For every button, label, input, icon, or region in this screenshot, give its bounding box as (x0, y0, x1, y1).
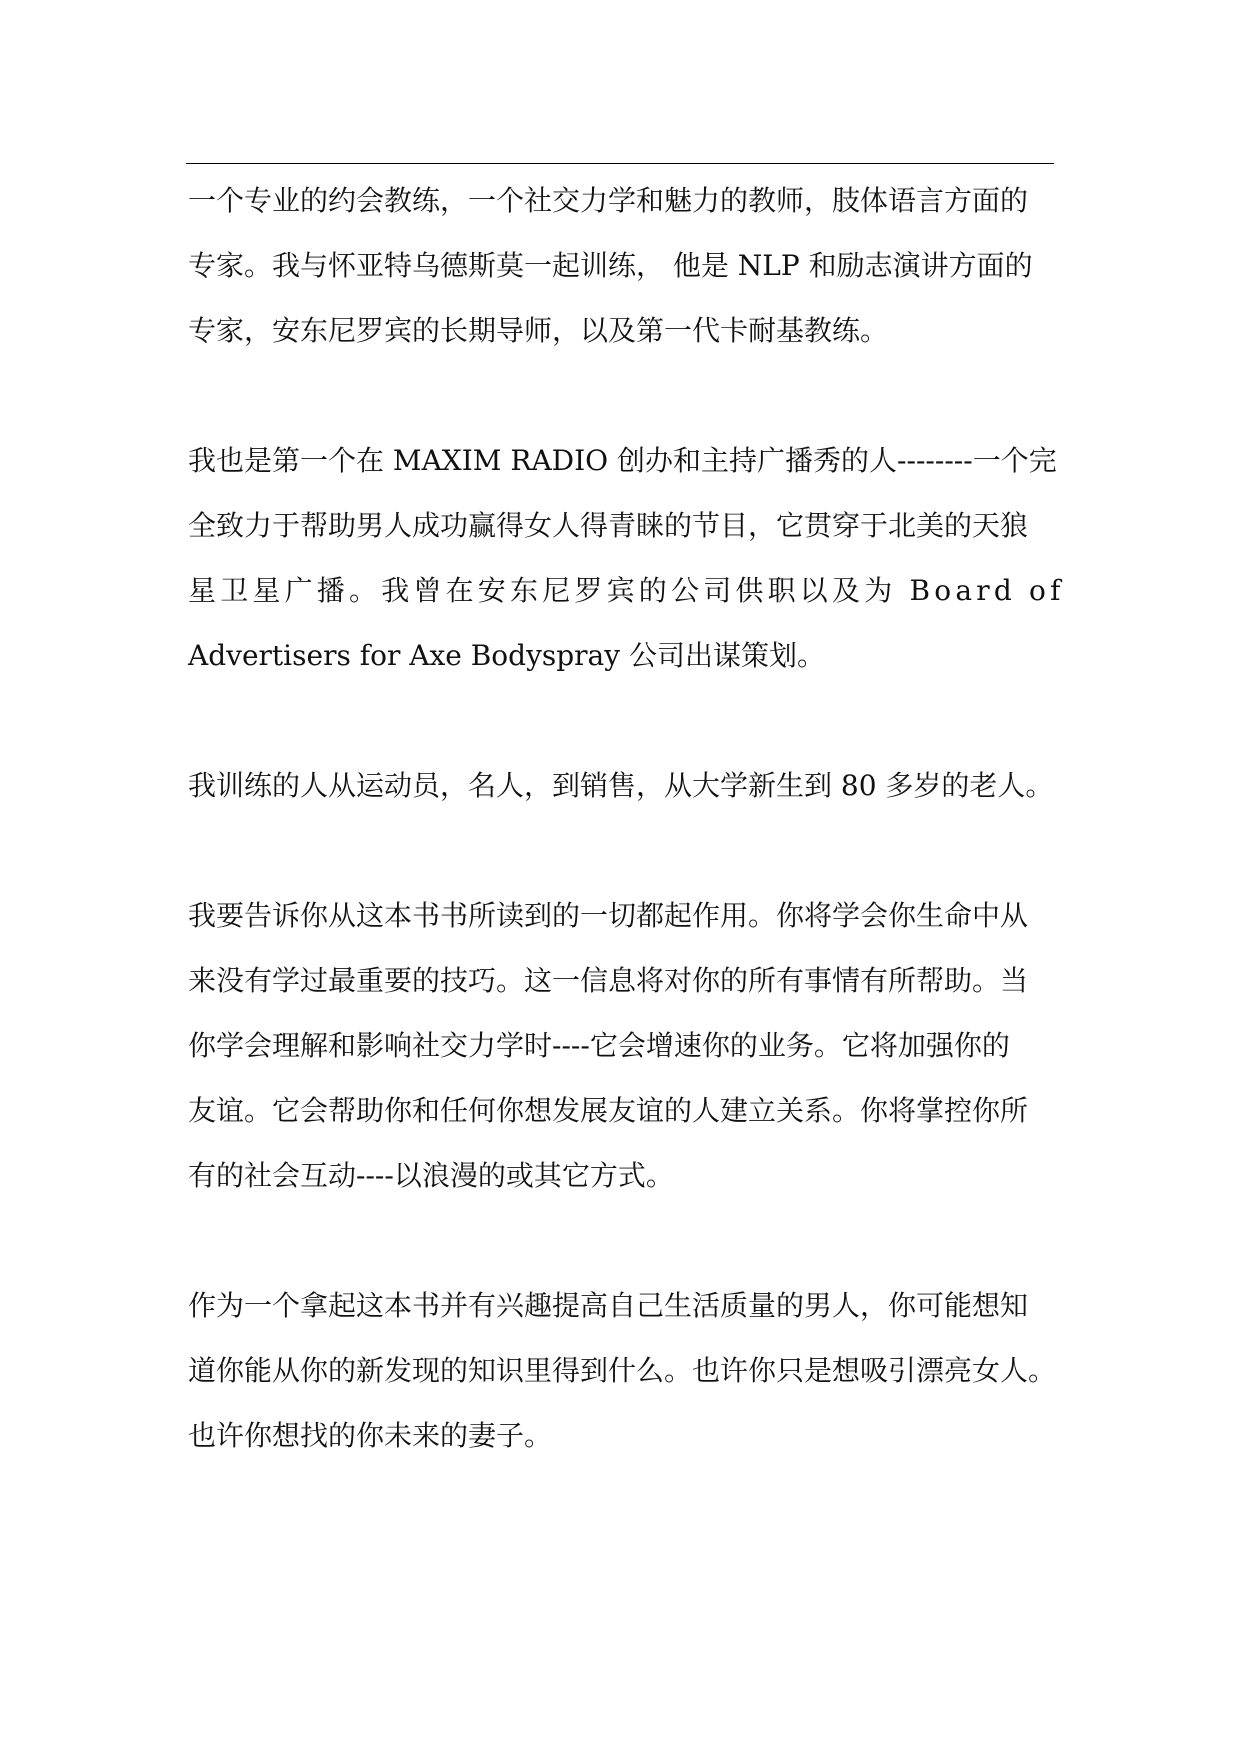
header-rule (186, 163, 1054, 164)
text-line: 你学会理解和影响社交力学时----它会增速你的业务。它将加强你的 (188, 1029, 1010, 1062)
paragraph-credentials (188, 168, 1056, 363)
paragraph-gap (188, 688, 1056, 753)
text-line: 友谊。它会帮助你和任何你想发展友谊的人建立关系。你将掌控你所 (188, 1094, 1029, 1127)
paragraph-gap (188, 363, 1056, 428)
text-line: 有的社会互动----以浪漫的或其它方式。 (188, 1159, 674, 1192)
paragraph-radio (188, 428, 1065, 688)
text-line: 专家，安东尼罗宾的长期导师，以及第一代卡耐基教练。 (188, 314, 889, 347)
text-line: 我训练的人从运动员，名人，到销售，从大学新生到 80 多岁的老人。 (188, 769, 1054, 802)
text-line: 我也是第一个在 MAXIM RADIO 创办和主持广播秀的人--------一个完 (188, 444, 1057, 477)
text-line: 全致力于帮助男人成功赢得女人得青睐的节目，它贯穿于北美的天狼 (188, 509, 1029, 542)
text-line: 作为一个拿起这本书并有兴趣提高自己生活质量的男人，你可能想知 (188, 1289, 1029, 1322)
paragraph-clients (188, 753, 1056, 818)
text-line: 我要告诉你从这本书书所读到的一切都起作用。你将学会你生命中从 (188, 899, 1029, 932)
text-line: 专家。我与怀亚特乌德斯莫一起训练， 他是 NLP 和励志演讲方面的 (188, 249, 1033, 282)
text-line: 来没有学过最重要的技巧。这一信息将对你的所有事情有所帮助。当 (188, 964, 1029, 997)
paragraph-promise (188, 883, 1056, 1208)
text-line: 一个专业的约会教练，一个社交力学和魅力的教师，肢体语言方面的 (188, 184, 1029, 217)
paragraph-goals (188, 1273, 1056, 1468)
text-line: 星卫星广播。我曾在安东尼罗宾的公司供职以及为 Board of (188, 574, 1065, 607)
paragraph-gap (188, 1208, 1056, 1273)
text-line: 道你能从你的新发现的知识里得到什么。也许你只是想吸引漂亮女人。 (188, 1354, 1057, 1387)
text-line: 也许你想找的你未来的妻子。 (188, 1419, 553, 1452)
text-line: Advertisers for Axe Bodyspray 公司出谋策划。 (188, 639, 825, 672)
document-body (188, 168, 1065, 1468)
paragraph-gap (188, 818, 1056, 883)
